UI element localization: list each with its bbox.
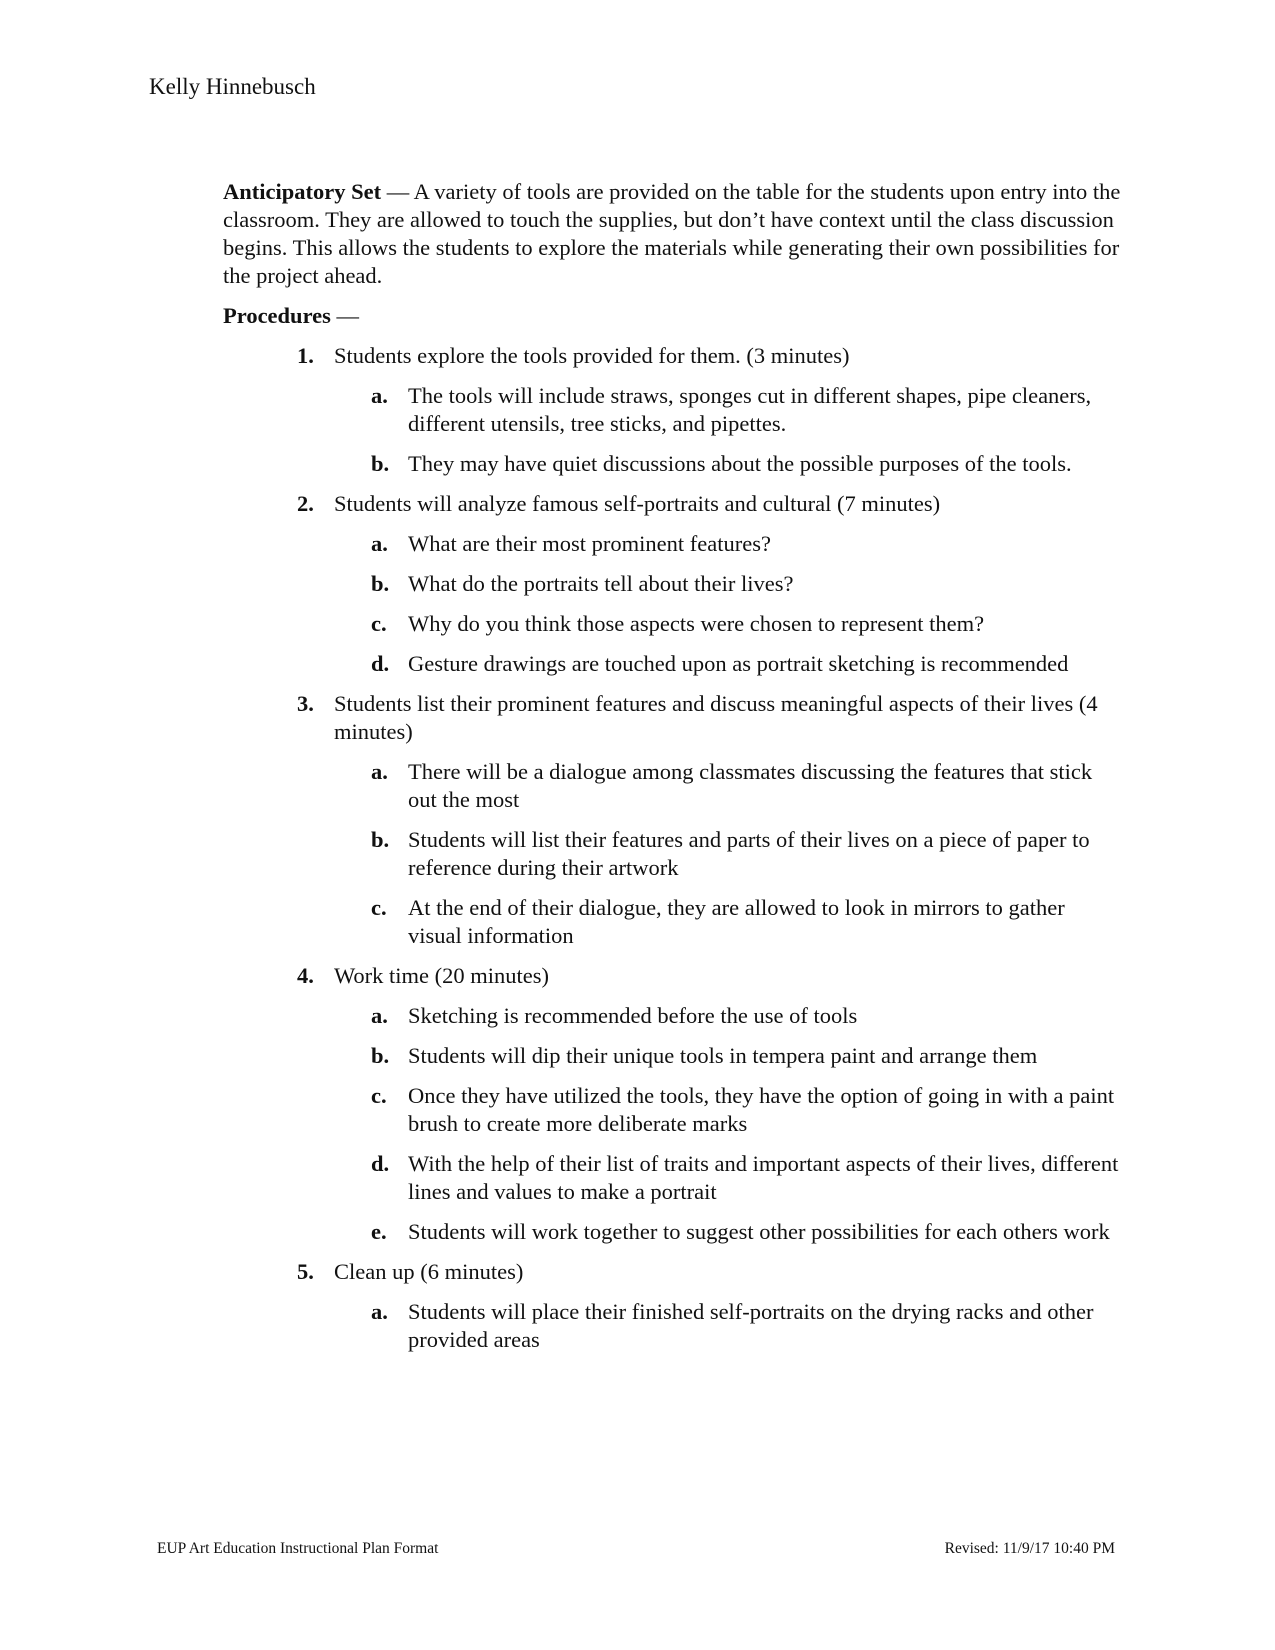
anticipatory-set-heading: Anticipatory Set [223,179,382,204]
sub-step-text: There will be a dialogue among classmates discussing the features that stick out the most [408,759,1093,812]
sub-step-letter: e. [371,1219,387,1244]
sub-step-text: Sketching is recommended before the use of tools [408,1003,858,1028]
anticipatory-set-text: — A variety of tools are provided on the table for the students upon entry into the classroom. They are allowed to touch the supplies, but don’t have context until the class discussion begins. This allows the students to explore the materials while generating their own possibilities for the project ahead. [223,179,1121,288]
step-number: 3. [297,691,314,716]
sub-step-letter: a. [371,1299,388,1324]
sub-step-letter: a. [371,759,388,784]
step-number: 2. [297,491,314,516]
sub-step [223,530,1123,558]
sub-step-letter: c. [371,895,387,920]
step-text: Clean up (6 minutes) [334,1259,524,1284]
sub-step [223,570,1123,598]
sub-step-letter: b. [371,571,390,596]
step-text: Work time (20 minutes) [334,963,550,988]
sub-step-letter: b. [371,451,390,476]
step-text: Students will analyze famous self-portraits and cultural (7 minutes) [334,491,941,516]
sub-step-text: At the end of their dialogue, they are allowed to look in mirrors to gather visual information [408,895,1065,948]
sub-step-text: Why do you think those aspects were chosen to represent them? [408,611,985,636]
sub-step-letter: b. [371,827,390,852]
author-name: Kelly Hinnebusch [149,74,316,99]
sub-step-text: They may have quiet discussions about the possible purposes of the tools. [408,451,1072,476]
step-line [223,962,1123,990]
sub-step [223,1298,1123,1354]
sub-step-text: Students will work together to suggest other possibilities for each others work [408,1219,1110,1244]
step-number: 1. [297,343,314,368]
sub-step-letter: a. [371,531,388,556]
step-text: Students list their prominent features and discuss meaningful aspects of their lives (4 minutes) [334,691,1098,744]
procedure-list [223,342,1123,1354]
sub-step-text: Students will list their features and parts of their lives on a piece of paper to reference during their artwork [408,827,1090,880]
sub-step-text: Students will place their finished self-portraits on the drying racks and other provided areas [408,1299,1094,1352]
anticipatory-set [223,178,1123,290]
sub-step-letter: a. [371,383,388,408]
sub-step-text: What do the portraits tell about their lives? [408,571,794,596]
sub-step-text: Once they have utilized the tools, they have the option of going in with a paint brush to create more deliberate marks [408,1083,1115,1136]
sub-step [223,758,1123,814]
sub-step [223,1002,1123,1030]
sub-step-text: With the help of their list of traits and important aspects of their lives, different lines and values to make a portrait [408,1151,1119,1204]
step-line [223,1258,1123,1286]
sub-step [223,382,1123,438]
document-body [223,178,1123,1366]
sub-step-text: The tools will include straws, sponges cut in different shapes, pipe cleaners, different utensils, tree sticks, and pipettes. [408,383,1092,436]
step-line [223,342,1123,370]
sub-step-letter: a. [371,1003,388,1028]
sub-step-letter: c. [371,1083,387,1108]
step-number: 5. [297,1259,314,1284]
sub-step [223,650,1123,678]
footer-right: Revised: 11/9/17 10:40 PM [944,1540,1115,1557]
sub-step [223,610,1123,638]
step-text: Students explore the tools provided for them. (3 minutes) [334,343,850,368]
sub-step [223,826,1123,882]
sub-step [223,894,1123,950]
procedure-step [223,490,1123,678]
procedure-step [223,342,1123,478]
step-number: 4. [297,963,314,988]
procedure-step [223,962,1123,1246]
sub-step-letter: c. [371,611,387,636]
sub-step-text: What are their most prominent features? [408,531,771,556]
sub-step [223,1218,1123,1246]
sub-step-letter: d. [371,651,390,676]
procedures-heading: Procedures [223,303,331,328]
step-line [223,490,1123,518]
procedures-heading-line [223,302,1123,330]
sub-step [223,1082,1123,1138]
sub-step [223,1150,1123,1206]
procedures-dash: — [330,303,360,328]
step-line [223,690,1123,746]
sub-step-letter: d. [371,1151,390,1176]
procedure-step [223,690,1123,950]
sub-step-letter: b. [371,1043,390,1068]
footer-left: EUP Art Education Instructional Plan Format [157,1540,439,1557]
sub-step-text: Students will dip their unique tools in tempera paint and arrange them [408,1043,1038,1068]
procedure-step [223,1258,1123,1354]
sub-step [223,450,1123,478]
sub-step-text: Gesture drawings are touched upon as portrait sketching is recommended [408,651,1069,676]
sub-step [223,1042,1123,1070]
